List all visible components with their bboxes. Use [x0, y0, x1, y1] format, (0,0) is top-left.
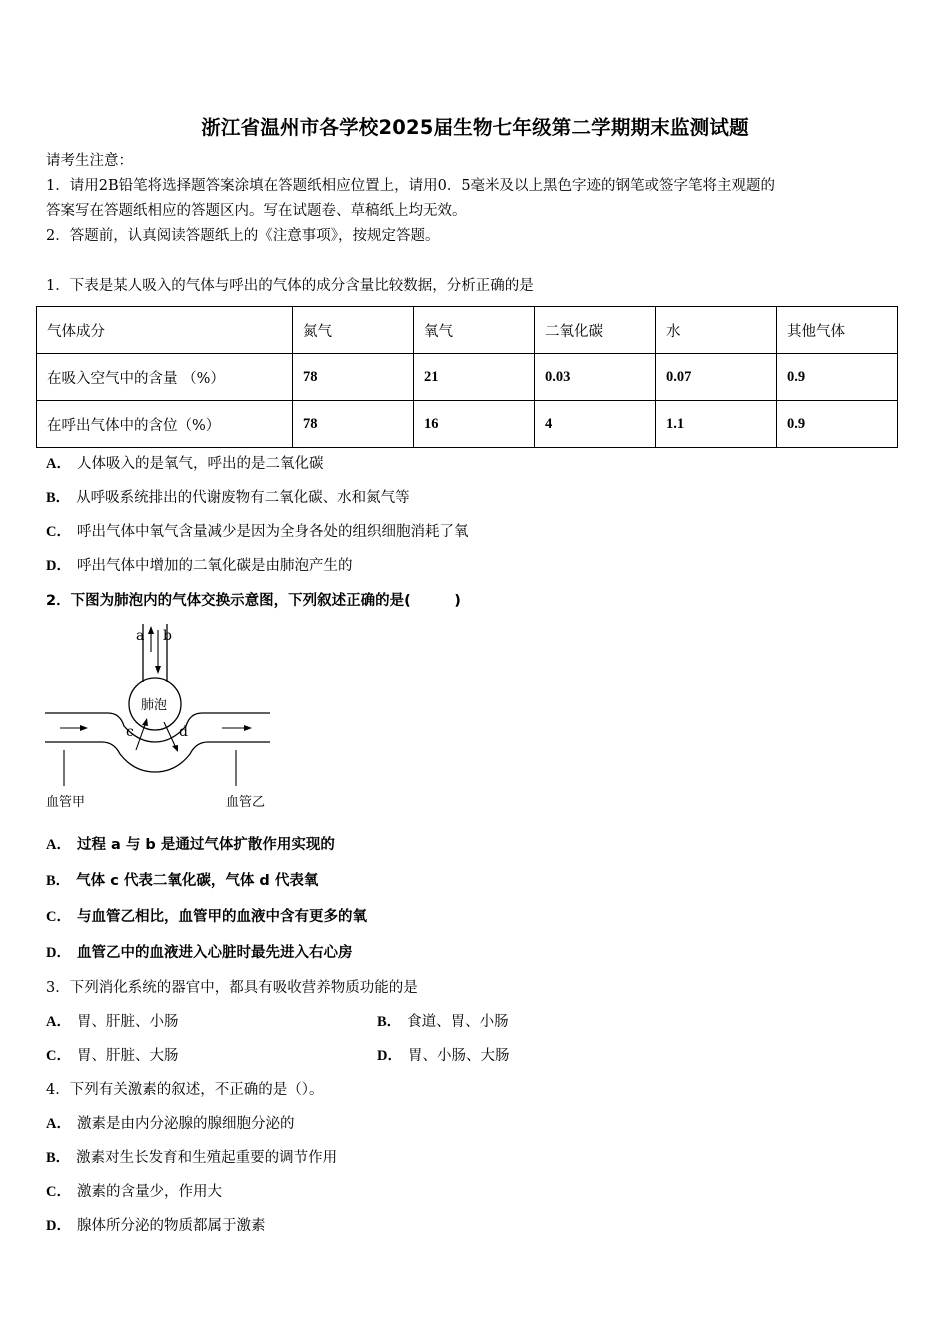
q1-stem: 1．下表是某人吸入的气体与呼出的气体的成分含量比较数据，分析正确的是 — [46, 278, 534, 294]
q2-option-d[interactable]: D． 血管乙中的血液进入心脏时最先进入右心房 — [46, 945, 353, 961]
table-cell: 4 — [535, 401, 656, 448]
page-title: 浙江省温州市各学校2025届生物七年级第二学期期末监测试题 — [201, 116, 749, 139]
table-row-label: 在呼出气体中的含位（%） — [37, 401, 293, 448]
alveolus-gas-exchange-diagram — [40, 624, 280, 814]
q2-option-c[interactable]: C． 与血管乙相比，血管甲的血液中含有更多的氧 — [46, 909, 367, 925]
notice-heading: 请考生注意： — [46, 153, 133, 169]
q3-option-d[interactable]: D． 胃、小肠、大肠 — [377, 1048, 510, 1064]
q1-option-d[interactable]: D． 呼出气体中增加的二氧化碳是由肺泡产生的 — [46, 558, 353, 574]
q4-stem: 4．下列有关激素的叙述，不正确的是（）。 — [46, 1082, 324, 1098]
table-header-cell: 气体成分 — [37, 307, 293, 354]
q2-stem: 2．下图为肺泡内的气体交换示意图，下列叙述正确的是( ) — [46, 593, 461, 609]
table-header-cell: 二氧化碳 — [535, 307, 656, 354]
label-a: a — [136, 628, 145, 644]
notice-item-2: 2．答题前，认真阅读答题纸上的《注意事项》，按规定答题。 — [46, 228, 440, 244]
arrow-c-head — [142, 718, 148, 726]
q3-option-c[interactable]: C． 胃、肝脏、大肠 — [46, 1048, 179, 1064]
table-cell: 21 — [414, 354, 535, 401]
alveolus-label: 肺泡 — [141, 698, 168, 713]
flow-arrow-left-head — [80, 725, 88, 731]
table-cell: 0.9 — [777, 401, 898, 448]
q1-option-a[interactable]: A． 人体吸入的是氧气，呼出的是二氧化碳 — [46, 456, 324, 472]
table-cell: 78 — [293, 401, 414, 448]
table-header-cell: 水 — [656, 307, 777, 354]
q4-option-c[interactable]: C． 激素的含量少，作用大 — [46, 1184, 222, 1200]
table-cell: 0.03 — [535, 354, 656, 401]
q2-option-b[interactable]: B． 气体 c 代表二氧化碳，气体 d 代表氧 — [46, 873, 319, 889]
q3-stem: 3．下列消化系统的器官中，都具有吸收营养物质功能的是 — [46, 980, 418, 996]
table-cell: 16 — [414, 401, 535, 448]
vessel-right-label: 血管乙 — [226, 795, 266, 810]
table-header-row — [37, 307, 898, 354]
table-header-cell: 氧气 — [414, 307, 535, 354]
q4-option-a[interactable]: A． 激素是由内分泌腺的腺细胞分泌的 — [46, 1116, 295, 1132]
label-d: d — [179, 724, 188, 740]
q3-option-a[interactable]: A． 胃、肝脏、小肠 — [46, 1014, 179, 1030]
table-cell: 0.07 — [656, 354, 777, 401]
table-row-label: 在吸入空气中的含量 （%） — [37, 354, 293, 401]
vessel-left-label: 血管甲 — [46, 795, 86, 810]
table-row — [37, 401, 898, 448]
table-cell: 0.9 — [777, 354, 898, 401]
q2-option-a[interactable]: A． 过程 a 与 b 是通过气体扩散作用实现的 — [46, 837, 335, 853]
table-row — [37, 354, 898, 401]
label-b: b — [163, 628, 172, 644]
q1-option-c[interactable]: C． 呼出气体中氧气含量减少是因为全身各处的组织细胞消耗了氧 — [46, 524, 469, 540]
table-cell: 1.1 — [656, 401, 777, 448]
q4-option-b[interactable]: B． 激素对生长发育和生殖起重要的调节作用 — [46, 1150, 338, 1166]
label-c: c — [126, 724, 134, 740]
table-cell: 78 — [293, 354, 414, 401]
q4-option-d[interactable]: D． 腺体所分泌的物质都属于激素 — [46, 1218, 266, 1234]
notice-item-1-cont: 答案写在答题纸相应的答题区内。写在试题卷、草稿纸上均无效。 — [46, 203, 467, 219]
flow-arrow-right-head — [244, 725, 252, 731]
arrow-d-head — [172, 745, 178, 752]
notice-item-1: 1．请用2B铅笔将选择题答案涂填在答题纸相应位置上，请用0．5毫米及以上黑色字迹的钢笔或签字笔将主观题的 — [46, 178, 776, 194]
q3-option-b[interactable]: B． 食道、胃、小肠 — [377, 1014, 509, 1030]
arrow-b-head — [155, 666, 161, 674]
table-header-cell: 氮气 — [293, 307, 414, 354]
arrow-a-head — [148, 626, 154, 634]
table-header-cell: 其他气体 — [777, 307, 898, 354]
gas-composition-table — [36, 306, 898, 448]
q1-option-b[interactable]: B． 从呼吸系统排出的代谢废物有二氧化碳、水和氮气等 — [46, 490, 410, 506]
